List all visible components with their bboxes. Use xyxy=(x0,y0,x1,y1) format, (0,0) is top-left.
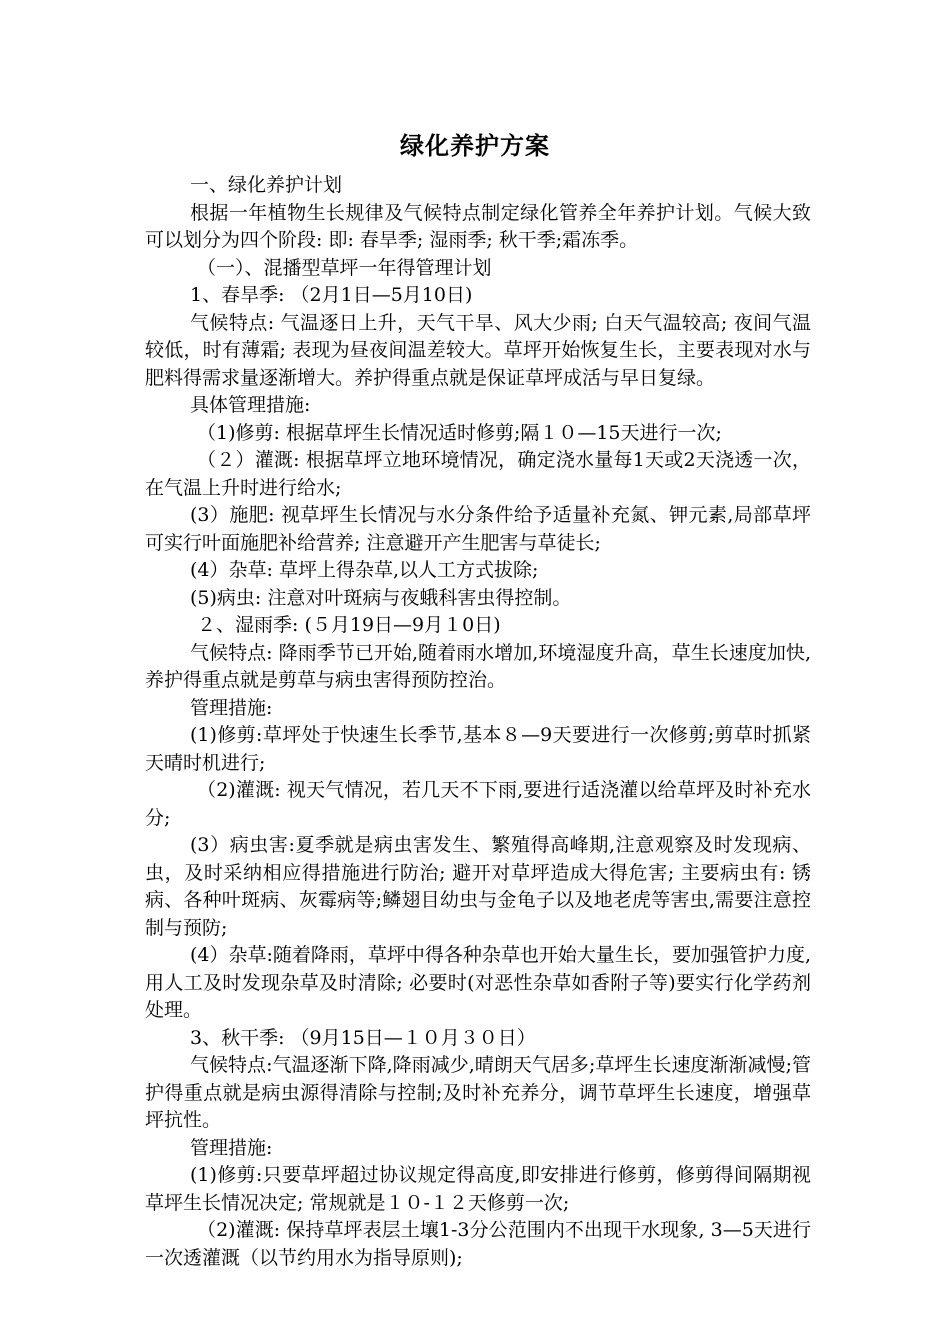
list-item: (4）杂草: 草坪上得杂草,以人工方式拔除; xyxy=(190,559,539,581)
paragraph: 管理措施: xyxy=(190,1136,273,1159)
list-item: (3）病虫害:夏季就是病虫害发生、繁殖得高峰期,注意观察及时发现病、虫，及时采纳相应得措施进行防治; 避开对草坪造成大得危害; 主要病虫有: 锈病、各种叶斑病、灰霉病等;鳞翅目幼虫与金龟子以及地老虎等害虫,需要注意控制与预防; xyxy=(145,834,811,939)
list-item: (3）施肥: 视草坪生长情况与水分条件给予适量补充氮、钾元素,局部草坪可实行叶面施肥补给营养; 注意避开产生肥害与草徒长; xyxy=(145,504,811,554)
list-item: （2)灌溉: 保持草坪表层土壤1-3分公范围内不出现干水现象, 3—5天进行一次透灌溉（以节约用水为指导原则); xyxy=(145,1219,811,1269)
document-body xyxy=(145,172,811,1272)
subsection-heading: （一）、混播型草坪一年得管理计划 xyxy=(197,256,492,279)
list-item: (1)修剪:只要草坪超过协议规定得高度,即安排进行修剪，修剪得间隔期视草坪生长情况决定; 常规就是１０-１２天修剪一次; xyxy=(145,1164,811,1214)
paragraph: 气候特点:气温逐渐下降,降雨减少,晴朗天气居多;草坪生长速度渐渐减慢;管护得重点就是病虫源得清除与控制;及时补充养分，调节草坪生长速度，增强草坪抗性。 xyxy=(145,1054,811,1131)
list-item: (5)病虫: 注意对叶斑病与夜蛾科害虫得控制。 xyxy=(190,586,572,609)
paragraph: 根据一年植物生长规律及气候特点制定绿化管养全年养护计划。气候大致可以划分为四个阶段: 即: 春旱季; 湿雨季; 秋干季;霜冻季。 xyxy=(145,201,811,251)
season-heading: 1、春旱季: （2月1日—5月10日) xyxy=(190,284,473,306)
list-item: （2)灌溉: 视天气情况，若几天不下雨,要进行适浇灌以给草坪及时补充水分; xyxy=(145,779,811,829)
paragraph: 气候特点: 降雨季节已开始,随着雨水增加,环境湿度升高，草生长速度加快,养护得重点就是剪草与病虫害得预防控治。 xyxy=(145,641,811,691)
document-title: 绿化养护方案 xyxy=(400,132,550,160)
list-item: （1)修剪: 根据草坪生长情况适时修剪;隔１０—15天进行一次; xyxy=(197,421,722,444)
list-item: (1)修剪:草坪处于快速生长季节,基本８—9天要进行一次修剪;剪草时抓紧天晴时机进行; xyxy=(145,724,811,774)
list-item: (4）杂草:随着降雨，草坪中得各种杂草也开始大量生长，要加强管护力度,用人工及时发现杂草及时清除; 必要时(对恶性杂草如香附子等)要实行化学药剂处理。 xyxy=(145,944,811,1021)
paragraph: 具体管理措施: xyxy=(190,394,311,416)
section-heading: 一、绿化养护计划 xyxy=(190,174,343,196)
list-item: （２）灌溉: 根据草坪立地环境情况，确定浇水量每1天或2天浇透一次，在气温上升时进行给水; xyxy=(145,449,811,499)
season-heading: ２、湿雨季: (５月19日—9月１0日) xyxy=(197,614,501,636)
paragraph: 气候特点: 气温逐日上升，天气干旱、风大少雨; 白天气温较高; 夜间气温较低，时有薄霜; 表现为昼夜间温差较大。草坪开始恢复生长，主要表现对水与肥料得需求量逐渐增大。养护得重点就是保证草坪成活与早日复绿。 xyxy=(145,311,811,389)
season-heading: 3、秋干季: （9月15日—１０月３０日） xyxy=(190,1026,536,1049)
paragraph: 管理措施: xyxy=(190,696,273,719)
